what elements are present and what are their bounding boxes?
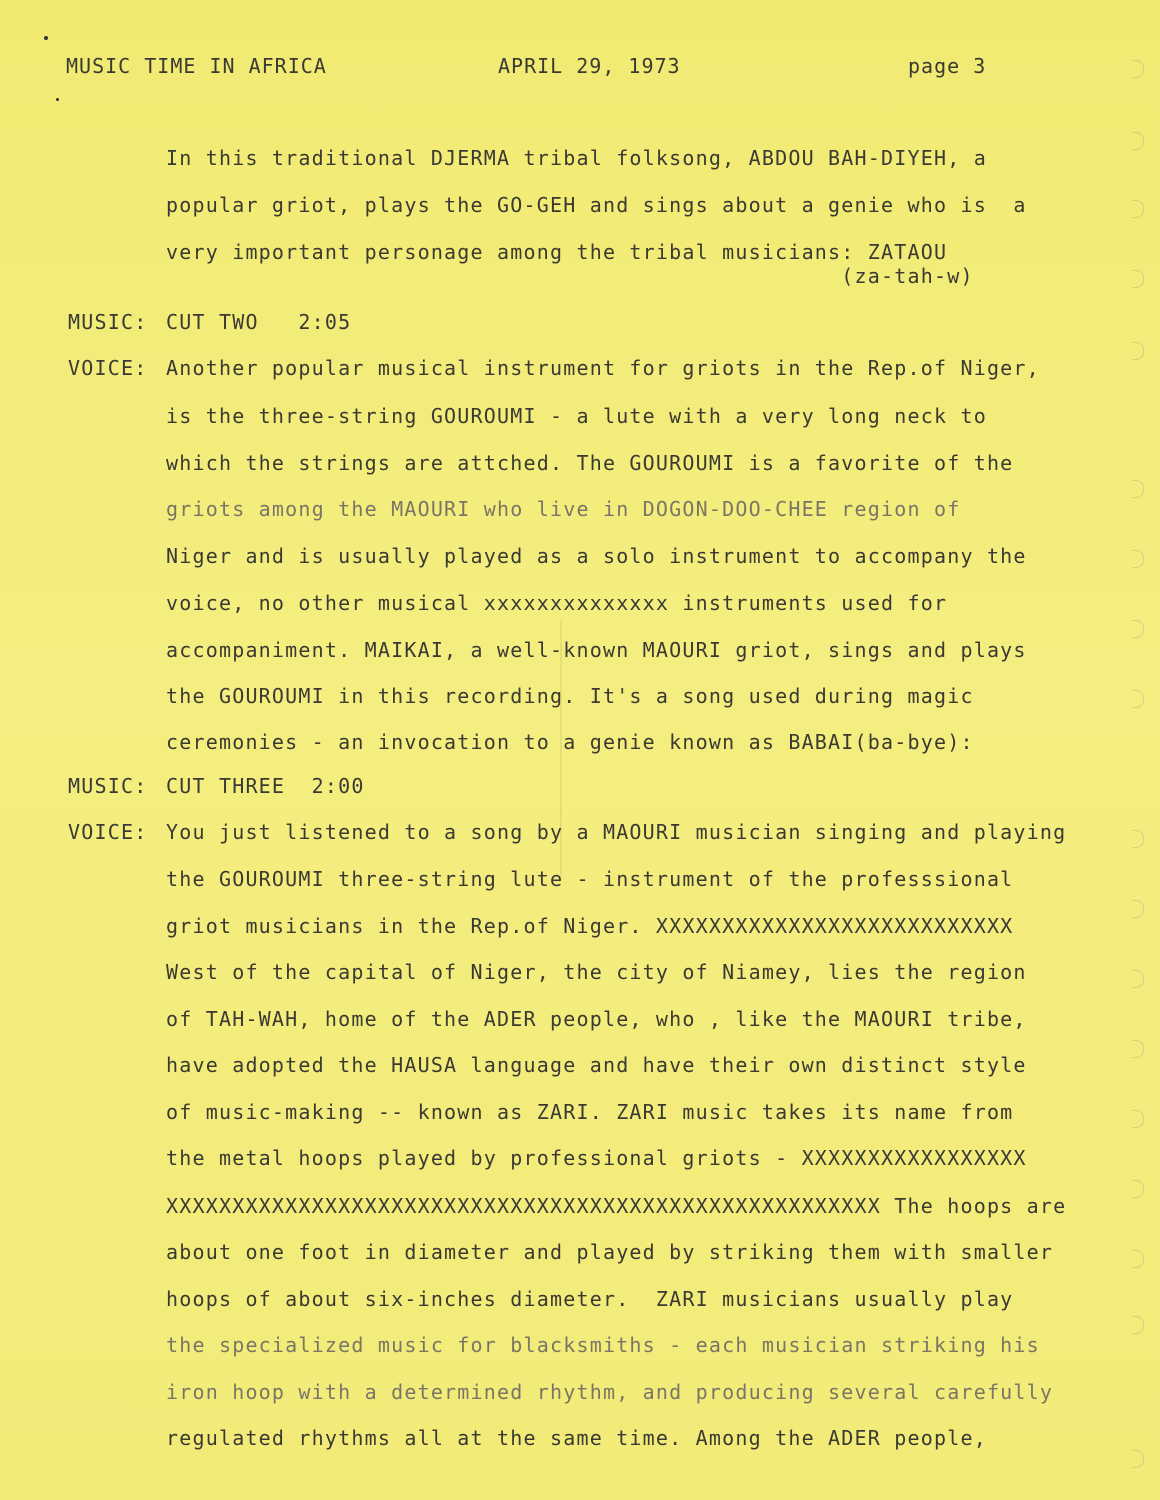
line-text: accompaniment. MAIKAI, a well-known MAOURI griot, sings and plays [166, 638, 1027, 662]
margin-mark [1133, 1316, 1144, 1334]
line-text: XXXXXXXXXXXXXXXXXXXXXXXXXXXXXXXXXXXXXXXXXXXXXXXXXXXXXX The hoops are [166, 1194, 1067, 1218]
margin-mark [1133, 1180, 1144, 1198]
margin-marks [1124, 60, 1148, 1460]
line-text: griots among the MAOURI who live in DOGON-DOO-CHEE region of [166, 497, 961, 521]
margin-mark [1133, 270, 1144, 288]
margin-mark [1133, 690, 1144, 708]
line-text: ceremonies - an invocation to a genie known as BABAI(ba-bye): [166, 730, 974, 754]
margin-mark [1133, 200, 1144, 218]
line-text: voice, no other musical xxxxxxxxxxxxxx instruments used for [166, 591, 948, 615]
margin-mark [1133, 1250, 1144, 1268]
line-text: have adopted the HAUSA language and have their own distinct style [166, 1053, 1027, 1077]
cue-label: VOICE: [68, 356, 148, 380]
margin-mark [1133, 550, 1144, 568]
line-text: popular griot, plays the GO-GEH and sings about a genie who is a [166, 193, 1027, 217]
margin-mark [1133, 342, 1144, 360]
line-text: iron hoop with a determined rhythm, and producing several carefully [166, 1380, 1054, 1404]
line-text: In this traditional DJERMA tribal folksong, ABDOU BAH-DIYEH, a [166, 146, 987, 170]
line-text: of TAH-WAH, home of the ADER people, who , like the MAOURI tribe, [166, 1007, 1027, 1031]
ink-speck [44, 36, 48, 40]
line-text: the GOUROUMI in this recording. It's a song used during magic [166, 684, 974, 708]
line-text: the specialized music for blacksmiths - each musician striking his [166, 1333, 1040, 1357]
line-text: Niger and is usually played as a solo instrument to accompany the [166, 544, 1027, 568]
cue-label: VOICE: [68, 820, 148, 844]
program-title: MUSIC TIME IN AFRICA [66, 54, 327, 78]
margin-mark [1133, 900, 1144, 918]
margin-mark [1133, 620, 1144, 638]
line-text: about one foot in diameter and played by striking them with smaller [166, 1240, 1054, 1264]
line-text: hoops of about six-inches diameter. ZARI musicians usually play [166, 1287, 1014, 1311]
line-text: West of the capital of Niger, the city of Niamey, lies the region [166, 960, 1027, 984]
broadcast-date: APRIL 29, 1973 [498, 54, 681, 78]
margin-mark [1133, 830, 1144, 848]
line-text: is the three-string GOUROUMI - a lute with a very long neck to [166, 404, 987, 428]
line-text: regulated rhythms all at the same time. Among the ADER people, [166, 1426, 987, 1450]
cue-label: MUSIC: [68, 310, 148, 334]
line-text: the metal hoops played by professional griots - XXXXXXXXXXXXXXXXX [166, 1146, 1027, 1170]
line-text: CUT TWO 2:05 [166, 310, 352, 334]
line-text: which the strings are attched. The GOUROUMI is a favorite of the [166, 451, 1014, 475]
line-text: Another popular musical instrument for griots in the Rep.of Niger, [166, 356, 1040, 380]
margin-mark [1133, 970, 1144, 988]
margin-mark [1133, 1110, 1144, 1128]
line-text: griot musicians in the Rep.of Niger. XXXXXXXXXXXXXXXXXXXXXXXXXXX [166, 914, 1014, 938]
page-number: page 3 [908, 54, 987, 78]
ink-speck [56, 98, 59, 101]
line-text: (za-tah-w) [166, 264, 974, 288]
margin-mark [1133, 480, 1144, 498]
line-text: very important personage among the tribal musicians: ZATAOU [166, 240, 948, 264]
line-text: You just listened to a song by a MAOURI musician singing and playing [166, 820, 1067, 844]
margin-mark [1133, 1450, 1144, 1468]
line-text: of music-making -- known as ZARI. ZARI music takes its name from [166, 1100, 1014, 1124]
cue-label: MUSIC: [68, 774, 148, 798]
line-text: CUT THREE 2:00 [166, 774, 365, 798]
line-text: the GOUROUMI three-string lute - instrument of the professsional [166, 867, 1014, 891]
margin-mark [1133, 60, 1144, 78]
margin-mark [1133, 1040, 1144, 1058]
margin-mark [1133, 132, 1144, 150]
